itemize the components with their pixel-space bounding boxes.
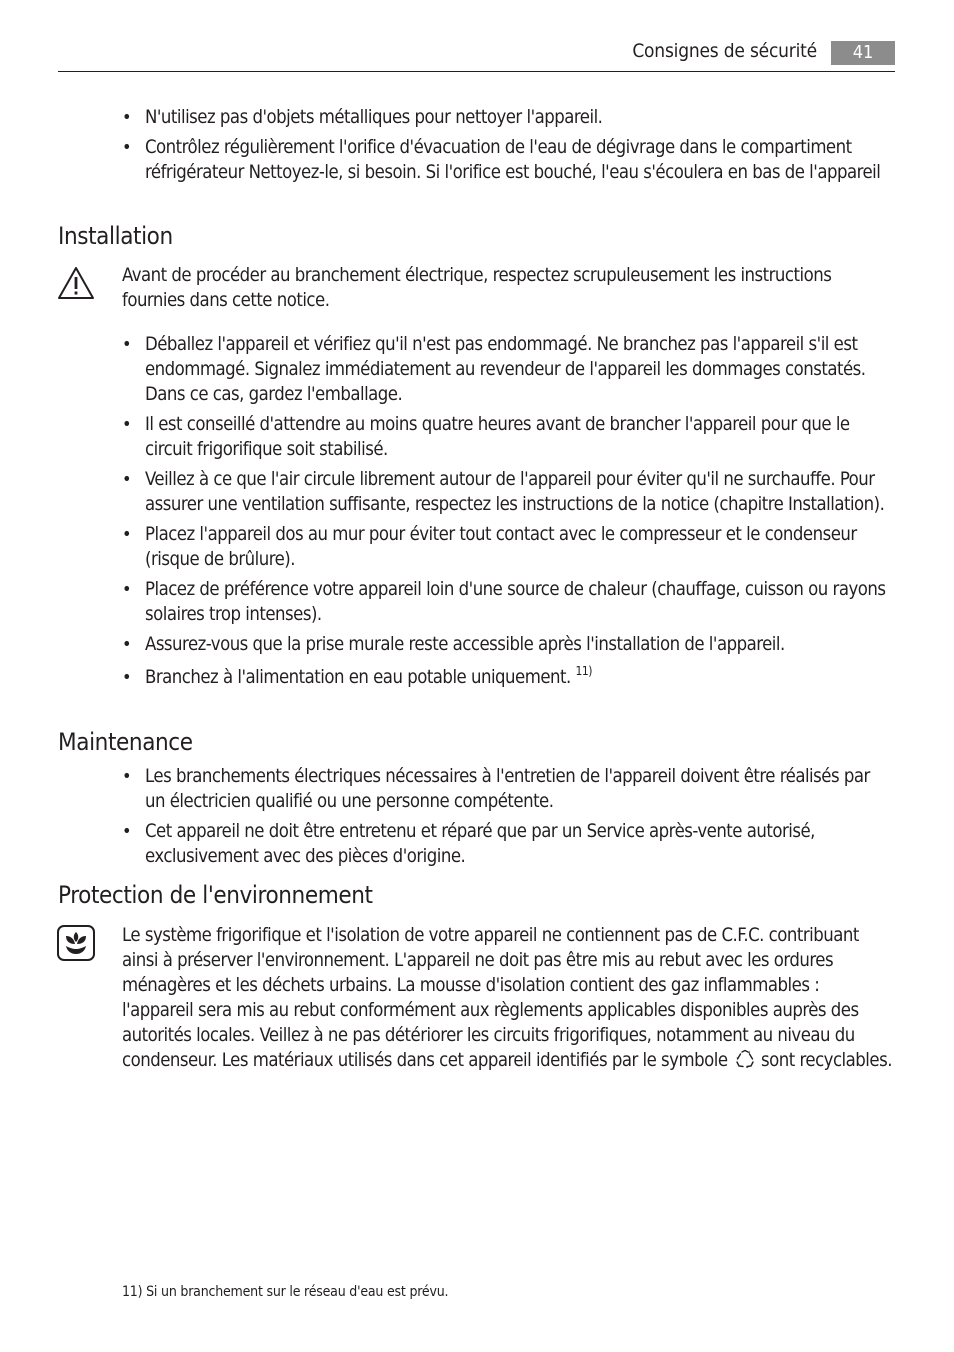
list-item [122, 665, 894, 690]
maintenance-bullet-list [122, 764, 894, 874]
list-item: • Il est conseillé d'attendre au moins quatre heures avant de brancher l'appareil pour que le circuit frigorifique soit stabilisé. [122, 412, 894, 462]
list-item: • Assurez-vous que la prise murale reste accessible après l'installation de l'appareil. [122, 632, 894, 657]
list-item: • Les branchements électriques nécessaires à l'entretien de l'appareil doivent être réalisés par un électricien qualifié ou une personne compétente. [122, 764, 894, 814]
footnote: 11) Si un branchement sur le réseau d'eau est prévu. [122, 1284, 449, 1300]
installation-warning-text: Avant de procéder au branchement électrique, respectez scrupuleusement les instructions fournies dans cette notice. [122, 265, 832, 311]
page-number: 41 [831, 41, 895, 65]
warning-triangle-icon [57, 266, 95, 300]
environment-heading: Protection de l'environnement [58, 881, 373, 909]
environment-flower-icon [57, 925, 95, 961]
environment-text-end: sont recyclables. [761, 1050, 892, 1071]
list-item: • Placez de préférence votre appareil loin d'une source de chaleur (chauffage, cuisson ou rayons solaires trop intenses). [122, 577, 894, 627]
list-item: • Contrôlez régulièrement l'orifice d'évacuation de l'eau de dégivrage dans le compartiment réfrigérateur Nettoyez-le, si besoin. Si l'orifice est bouché, l'eau s'écoulera en bas de l'appareil [122, 135, 894, 185]
top-bullet-list [122, 105, 894, 190]
list-item: • N'utilisez pas d'objets métalliques pour nettoyer l'appareil. [122, 105, 894, 130]
list-item: • Veillez à ce que l'air circule librement autour de l'appareil pour éviter qu'il ne surchauffe. Pour assurer une ventilation suffisante, respectez les instructions de la notice (chapitre Installation). [122, 467, 894, 517]
header-section-title: Consignes de sécurité [632, 40, 817, 62]
installation-heading: Installation [58, 222, 173, 250]
maintenance-heading: Maintenance [58, 728, 193, 756]
installation-bullet-list [122, 332, 894, 695]
recycle-icon [734, 1049, 756, 1069]
footnote-reference[interactable]: 11) [575, 664, 592, 678]
environment-text-main: Le système frigorifique et l'isolation de votre appareil ne contiennent pas de C.F.C. contribuant ainsi à préserver l'environnement. L'appareil ne doit pas être mis au rebut avec les ordures ménagères et les déchets urbains. La mousse d'isolation contient des gaz inflammables : l'appareil sera mis au rebut conformément aux règlements applicables disponibles auprès des autorités locales. Veillez à ne pas détériorer les circuits frigorifiques, notamment au niveau du condenseur. Les matériaux utilisés dans cet appareil identifiés par le symbole [122, 925, 859, 1071]
list-item: • Placez l'appareil dos au mur pour éviter tout contact avec le compresseur et le condenseur (risque de brûlure). [122, 522, 894, 572]
list-item: • Cet appareil ne doit être entretenu et réparé que par un Service après-vente autorisé, exclusivement avec des pièces d'origine. [122, 819, 894, 869]
list-item-text: Branchez à l'alimentation en eau potable uniquement. [145, 667, 571, 688]
environment-text [122, 923, 894, 1073]
list-item: • Déballez l'appareil et vérifiez qu'il n'est pas endommagé. Ne branchez pas l'appareil s'il est endommagé. Signalez immédiatement au revendeur de l'appareil les dommages constatés. Dans ce cas, gardez l'emballage. [122, 332, 894, 407]
page-header [58, 38, 895, 72]
